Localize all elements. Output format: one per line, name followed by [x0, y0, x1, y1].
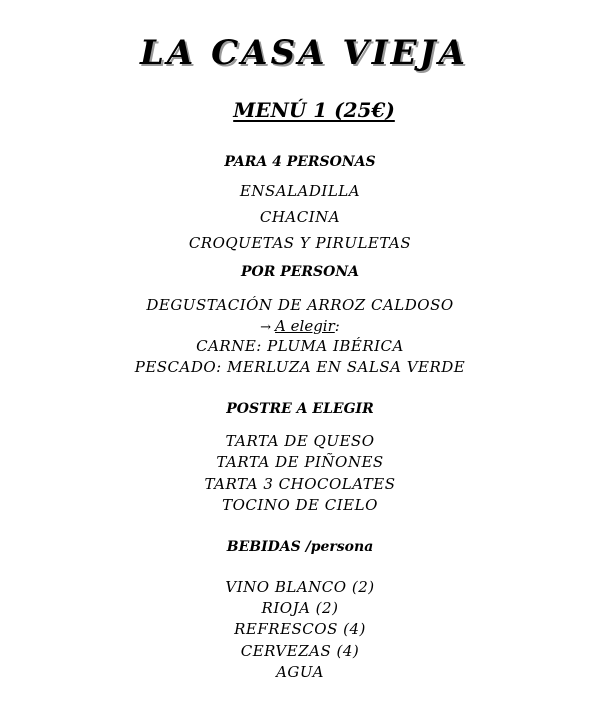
menu-item: TARTA DE PIÑONES	[216, 453, 384, 471]
menu-item: ENSALADILLA	[239, 182, 361, 200]
choose-suffix: :	[334, 317, 340, 335]
restaurant-name: LA CASA VIEJA	[140, 33, 468, 73]
menu-item: CERVEZAS (4)	[240, 642, 360, 660]
menu-item: CHACINA	[259, 208, 341, 226]
menu-item: TARTA DE QUESO	[225, 432, 375, 450]
menu-item: TOCINO DE CIELO	[222, 496, 378, 514]
arrow-right-icon: →	[260, 320, 272, 335]
section-title-postre: POSTRE A ELEGIR	[226, 401, 374, 417]
choose-label: A elegir	[275, 317, 335, 335]
menu-item: VINO BLANCO (2)	[225, 578, 375, 596]
choose-line	[0, 319, 600, 334]
section-title-para-4-personas: PARA 4 PERSONAS	[224, 154, 376, 170]
section-title-bebidas: BEBIDAS /persona	[226, 539, 374, 555]
section-title-por-persona: POR PERSONA	[240, 264, 360, 280]
menu-option: CARNE: PLUMA IBÉRICA	[196, 337, 404, 355]
menu-title: MENÚ 1 (25€)	[233, 98, 395, 122]
menu-option: PESCADO: MERLUZA EN SALSA VERDE	[134, 358, 466, 376]
menu-item: REFRESCOS (4)	[234, 620, 366, 638]
menu-item: TARTA 3 CHOCOLATES	[204, 475, 396, 493]
menu-item: AGUA	[276, 663, 324, 681]
menu-item: RIOJA (2)	[261, 599, 339, 617]
menu-item: CROQUETAS Y PIRULETAS	[188, 234, 412, 252]
menu-item: DEGUSTACIÓN DE ARROZ CALDOSO	[146, 296, 454, 314]
